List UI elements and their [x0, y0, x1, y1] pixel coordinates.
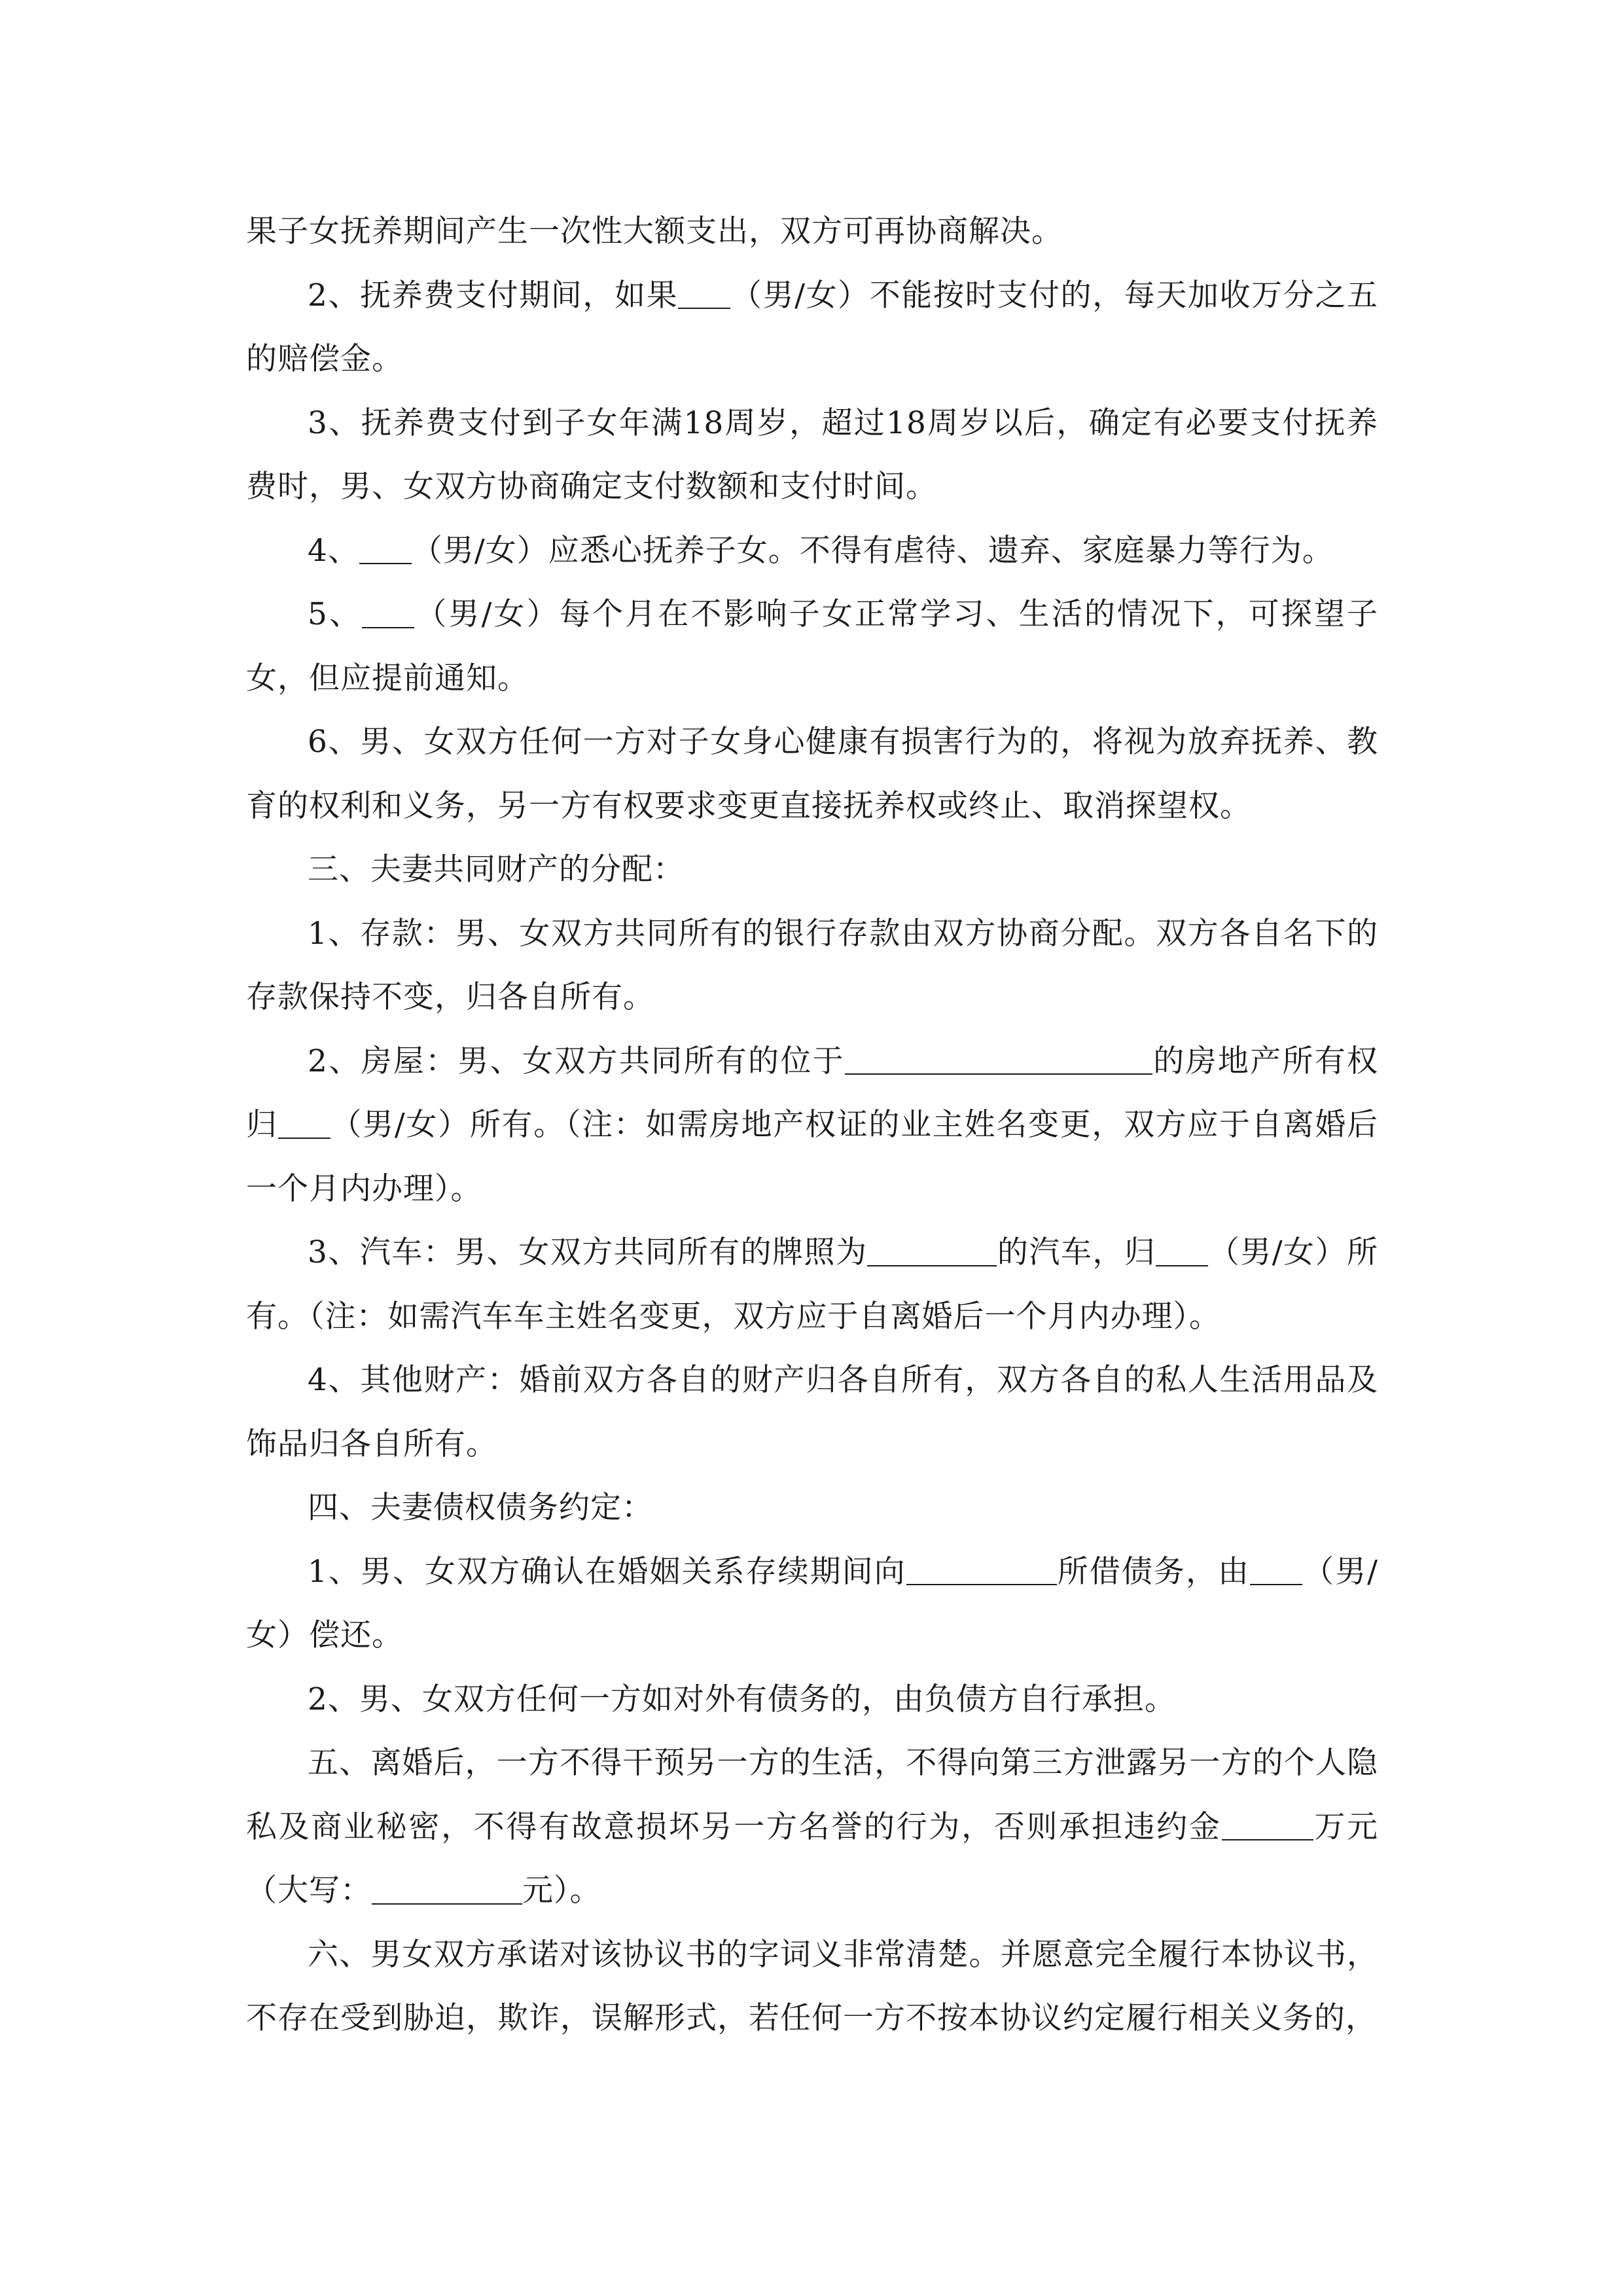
paragraph-text: 五、离婚后，一方不得干预另一方的生活，不得向第三方泄露另一方的个人隐私及商业秘密，不得有故意损坏另一方名誉的行为，否则承担违约金 — [246, 1745, 1378, 1845]
paragraph — [246, 710, 1378, 838]
paragraph-text: 3、汽车：男、女双方共同所有的牌照为 — [308, 1234, 868, 1270]
fill-in-blank[interactable] — [1222, 1808, 1313, 1840]
paragraph-text: 所借债务，由 — [1056, 1553, 1251, 1590]
fill-in-blank[interactable] — [372, 1873, 522, 1905]
section-heading — [246, 838, 1378, 902]
fill-in-blank[interactable] — [678, 277, 730, 309]
fill-in-blank[interactable] — [845, 1043, 1152, 1075]
paragraph — [246, 519, 1378, 583]
paragraph — [246, 1923, 1378, 2051]
paragraph-text: 元）。 — [522, 1873, 601, 1909]
paragraph-text: 1、存款：男、女双方共同所有的银行存款由双方协商分配。双方各自名下的存款保持不变，归各自所有。 — [246, 915, 1378, 1015]
paragraph — [246, 1540, 1378, 1668]
paragraph-text: （男/女）应悉心抚养子女。不得有虐待、遗弃、家庭暴力等行为。 — [411, 532, 1334, 569]
fill-in-blank[interactable] — [867, 1234, 997, 1266]
paragraph — [246, 1348, 1378, 1476]
paragraph-text: 六、男女双方承诺对该协议书的字词义非常清楚。并愿意完全履行本协议书，不存在受到胁迫，欺诈，误解形式，若任何一方不按本协议约定履行相关义务的， — [246, 1936, 1378, 2036]
paragraph-text: （男/女）所有。（注：如需房地产权证的业主姓名变更，双方应于自离婚后一个月内办理）。 — [246, 1107, 1379, 1207]
paragraph-text: （男/女）所有。（注：如需汽车车主姓名变更，双方应于自离婚后一个月内办理）。 — [246, 1234, 1378, 1335]
paragraph — [246, 1731, 1378, 1923]
fill-in-blank[interactable] — [1250, 1553, 1302, 1585]
paragraph — [246, 902, 1378, 1030]
fill-in-blank[interactable] — [362, 596, 414, 628]
paragraph-text: （男/女）不能按时支付的，每天加收万分之五的赔偿金。 — [246, 277, 1379, 377]
paragraph-text: 4、其他财产：婚前双方各自的财产归各自所有，双方各自的私人生活用品及饰品归各自所有。 — [246, 1362, 1378, 1462]
paragraph-text: 果子女抚养期间产生一次性大额支出，双方可再协商解决。 — [246, 213, 1063, 249]
paragraph — [246, 1668, 1378, 1732]
paragraph-text: 1、男、女双方确认在婚姻关系存续期间向 — [308, 1553, 906, 1590]
paragraph-text: 2、男、女双方任何一方如对外有债务的，由负债方自行承担。 — [308, 1681, 1176, 1717]
paragraph-text: （男/女）每个月在不影响子女正常学习、生活的情况下，可探望子女，但应提前通知。 — [246, 596, 1378, 696]
paragraph — [246, 583, 1378, 710]
paragraph-text: 的汽车，归 — [997, 1234, 1156, 1270]
fill-in-blank[interactable] — [906, 1553, 1057, 1585]
paragraph-text: 6、男、女双方任何一方对子女身心健康有损害行为的，将视为放弃抚养、教育的权利和义务，另一方有权要求变更直接抚养权或终止、取消探望权。 — [246, 724, 1378, 824]
paragraph — [246, 391, 1378, 519]
section-heading-text: 四、夫妻债权债务约定： — [308, 1490, 653, 1526]
fill-in-blank[interactable] — [359, 532, 412, 564]
paragraph-text: 3、抚养费支付到子女年满18周岁，超过18周岁以后，确定有必要支付抚养费时，男、女双方协商确定支付数额和支付时间。 — [246, 404, 1378, 505]
paragraph-text: 2、房屋：男、女双方共同所有的位于 — [308, 1043, 845, 1079]
paragraph-text: 的房地产所有权归 — [246, 1043, 1379, 1143]
paragraph-text: 万元（大写： — [246, 1808, 1378, 1909]
paragraph — [246, 200, 1378, 264]
section-heading — [246, 1476, 1378, 1540]
paragraph — [246, 264, 1378, 391]
paragraph — [246, 1030, 1378, 1221]
document-body — [246, 200, 1378, 2051]
fill-in-blank[interactable] — [1156, 1234, 1208, 1266]
paragraph — [246, 1221, 1378, 1348]
paragraph-text: 2、抚养费支付期间，如果 — [308, 277, 679, 314]
fill-in-blank[interactable] — [278, 1107, 330, 1139]
section-heading-text: 三、夫妻共同财产的分配： — [308, 852, 685, 888]
paragraph-text: 5、 — [308, 596, 363, 632]
paragraph-text: （男/女）偿还。 — [246, 1553, 1379, 1653]
paragraph-text: 4、 — [308, 532, 359, 569]
